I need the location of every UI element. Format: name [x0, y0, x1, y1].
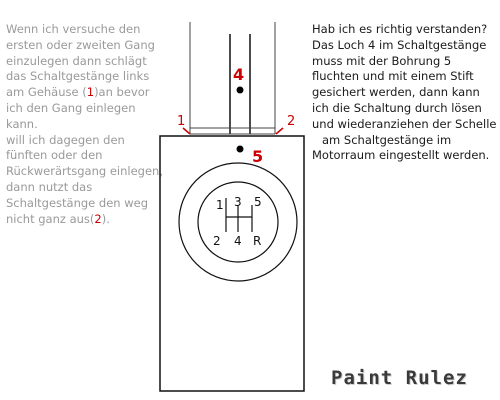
- gear-2-label: 2: [213, 234, 221, 248]
- label-4: 4: [233, 65, 245, 84]
- left-paragraph-1: Wenn ich versuche den ersten oder zweiten Gang einzulegen dann schlägt das Schaltgestänge links am Gehäuse (: [6, 22, 155, 100]
- gear-4-label: 4: [234, 234, 242, 248]
- label-1: 1: [177, 114, 186, 129]
- marker-2-ref: 2: [94, 211, 102, 226]
- left-paragraph-2-end: ).: [101, 211, 110, 226]
- gear-1-label: 1: [216, 198, 224, 212]
- hole-4-dot: [237, 87, 244, 94]
- marker-2-line: [276, 128, 283, 134]
- right-paragraph-2: am Schaltgestänge im Motorraum eingestellt werden.: [312, 132, 490, 163]
- left-paragraph-2: will ich dagegen den fünften oder den Rückwerärtsgang einlegen, dann nutzt das Schaltgestänge den weg nicht ganz aus(: [6, 132, 163, 226]
- right-paragraph-1: Hab ich es richtig verstanden? Das Loch 4 im Schaltgestänge muss mit der Bohrung 5 fluchten und mit einem Stift gesichert werden, dann kann ich die Schaltung durch lösen und wiederanziehen der Schelle: [312, 22, 497, 131]
- label-2: 2: [287, 114, 296, 129]
- hole-5-dot: [237, 146, 244, 153]
- left-paragraph-1-end: )an bevor ich den Gang einlegen kann.: [6, 85, 150, 131]
- label-5: 5: [252, 147, 264, 166]
- housing-box: [160, 136, 304, 391]
- gear-r-label: R: [253, 234, 262, 248]
- marker-1-ref: 1: [86, 85, 95, 100]
- gear-5-label: 5: [254, 195, 262, 209]
- paint-rulez-watermark: Paint Rulez: [331, 367, 468, 389]
- gear-3-label: 3: [234, 195, 242, 209]
